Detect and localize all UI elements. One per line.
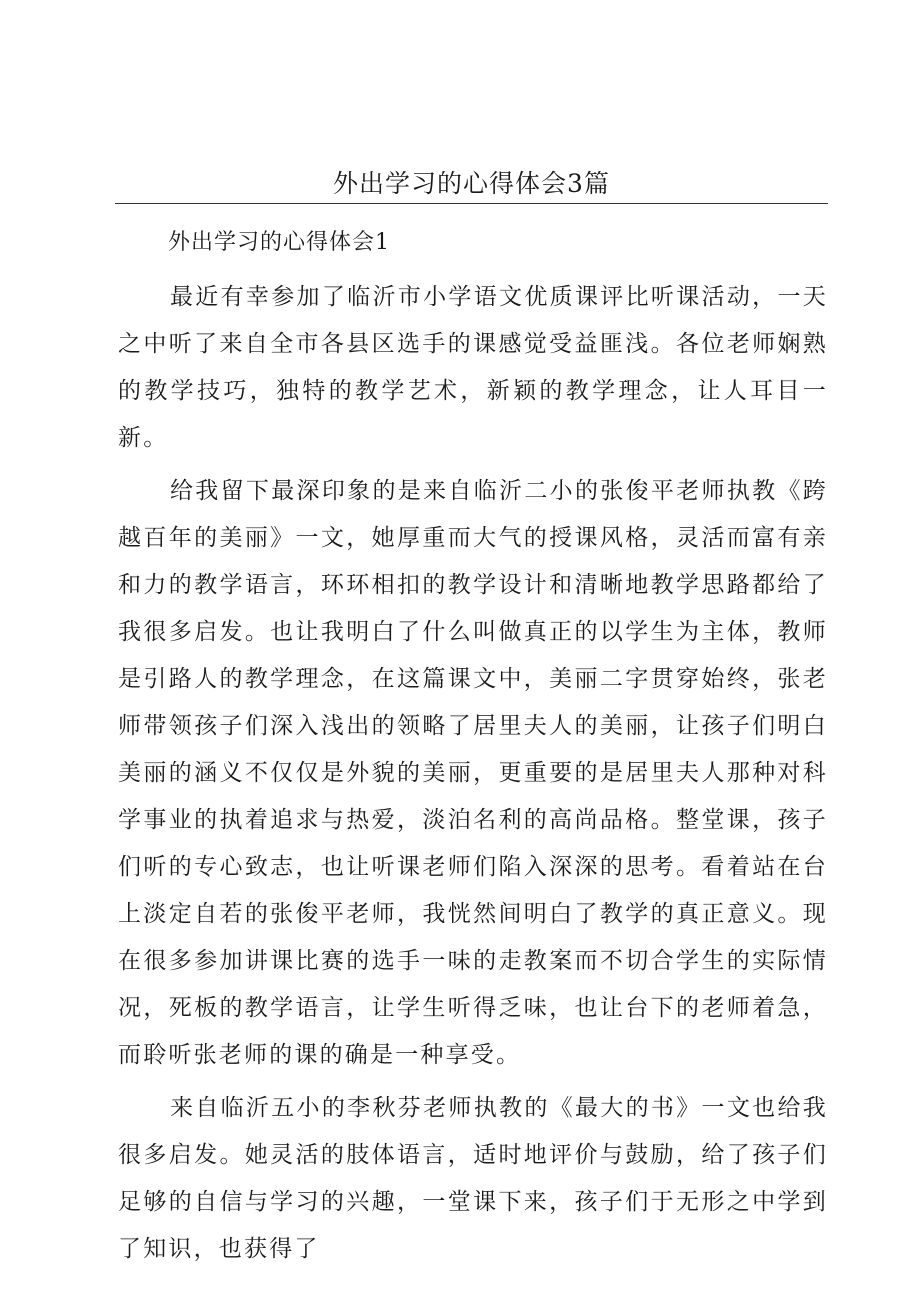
document-body [118, 222, 828, 1279]
paragraph: 来自临沂五小的李秋芬老师执教的《最大的书》一文也给我很多启发。她灵活的肢体语言，适时地评价与鼓励，给了孩子们足够的自信与学习的兴趣，一堂课下来，孩子们于无形之中学到了知识，也获得了 [118, 1095, 828, 1262]
paragraph: 最近有幸参加了临沂市小学语文优质课评比听课活动，一天之中听了来自全市各县区选手的课感觉受益匪浅。各位老师娴熟的教学技巧，独特的教学艺术，新颖的教学理念，让人耳目一新。 [118, 284, 828, 451]
paragraph: 给我留下最深印象的是来自临沂二小的张俊平老师执教《跨越百年的美丽》一文，她厚重而大气的授课风格，灵活而富有亲和力的教学语言，环环相扣的教学设计和清晰地教学思路都给了我很多启发。也让我明白了什么叫做真正的以学生为主体，教师是引路人的教学理念，在这篇课文中，美丽二字贯穿始终，张老师带领孩子们深入浅出的领略了居里夫人的美丽，让孩子们明白美丽的涵义不仅仅是外貌的美丽，更重要的是居里夫人那种对科学事业的执着追求与热爱，淡泊名利的高尚品格。整堂课，孩子们听的专心致志，也让听课老师们陷入深深的思考。看着站在台上淡定自若的张俊平老师，我恍然间明白了教学的真正意义。现在很多参加讲课比赛的选手一味的走教案而不切合学生的实际情况，死板的教学语言，让学生听得乏味，也让台下的老师着急，而聆听张老师的课的确是一种享受。 [118, 478, 828, 1068]
document-title: 外出学习的心得体会3篇 [115, 168, 828, 204]
section-heading: 外出学习的心得体会1 [168, 230, 390, 255]
